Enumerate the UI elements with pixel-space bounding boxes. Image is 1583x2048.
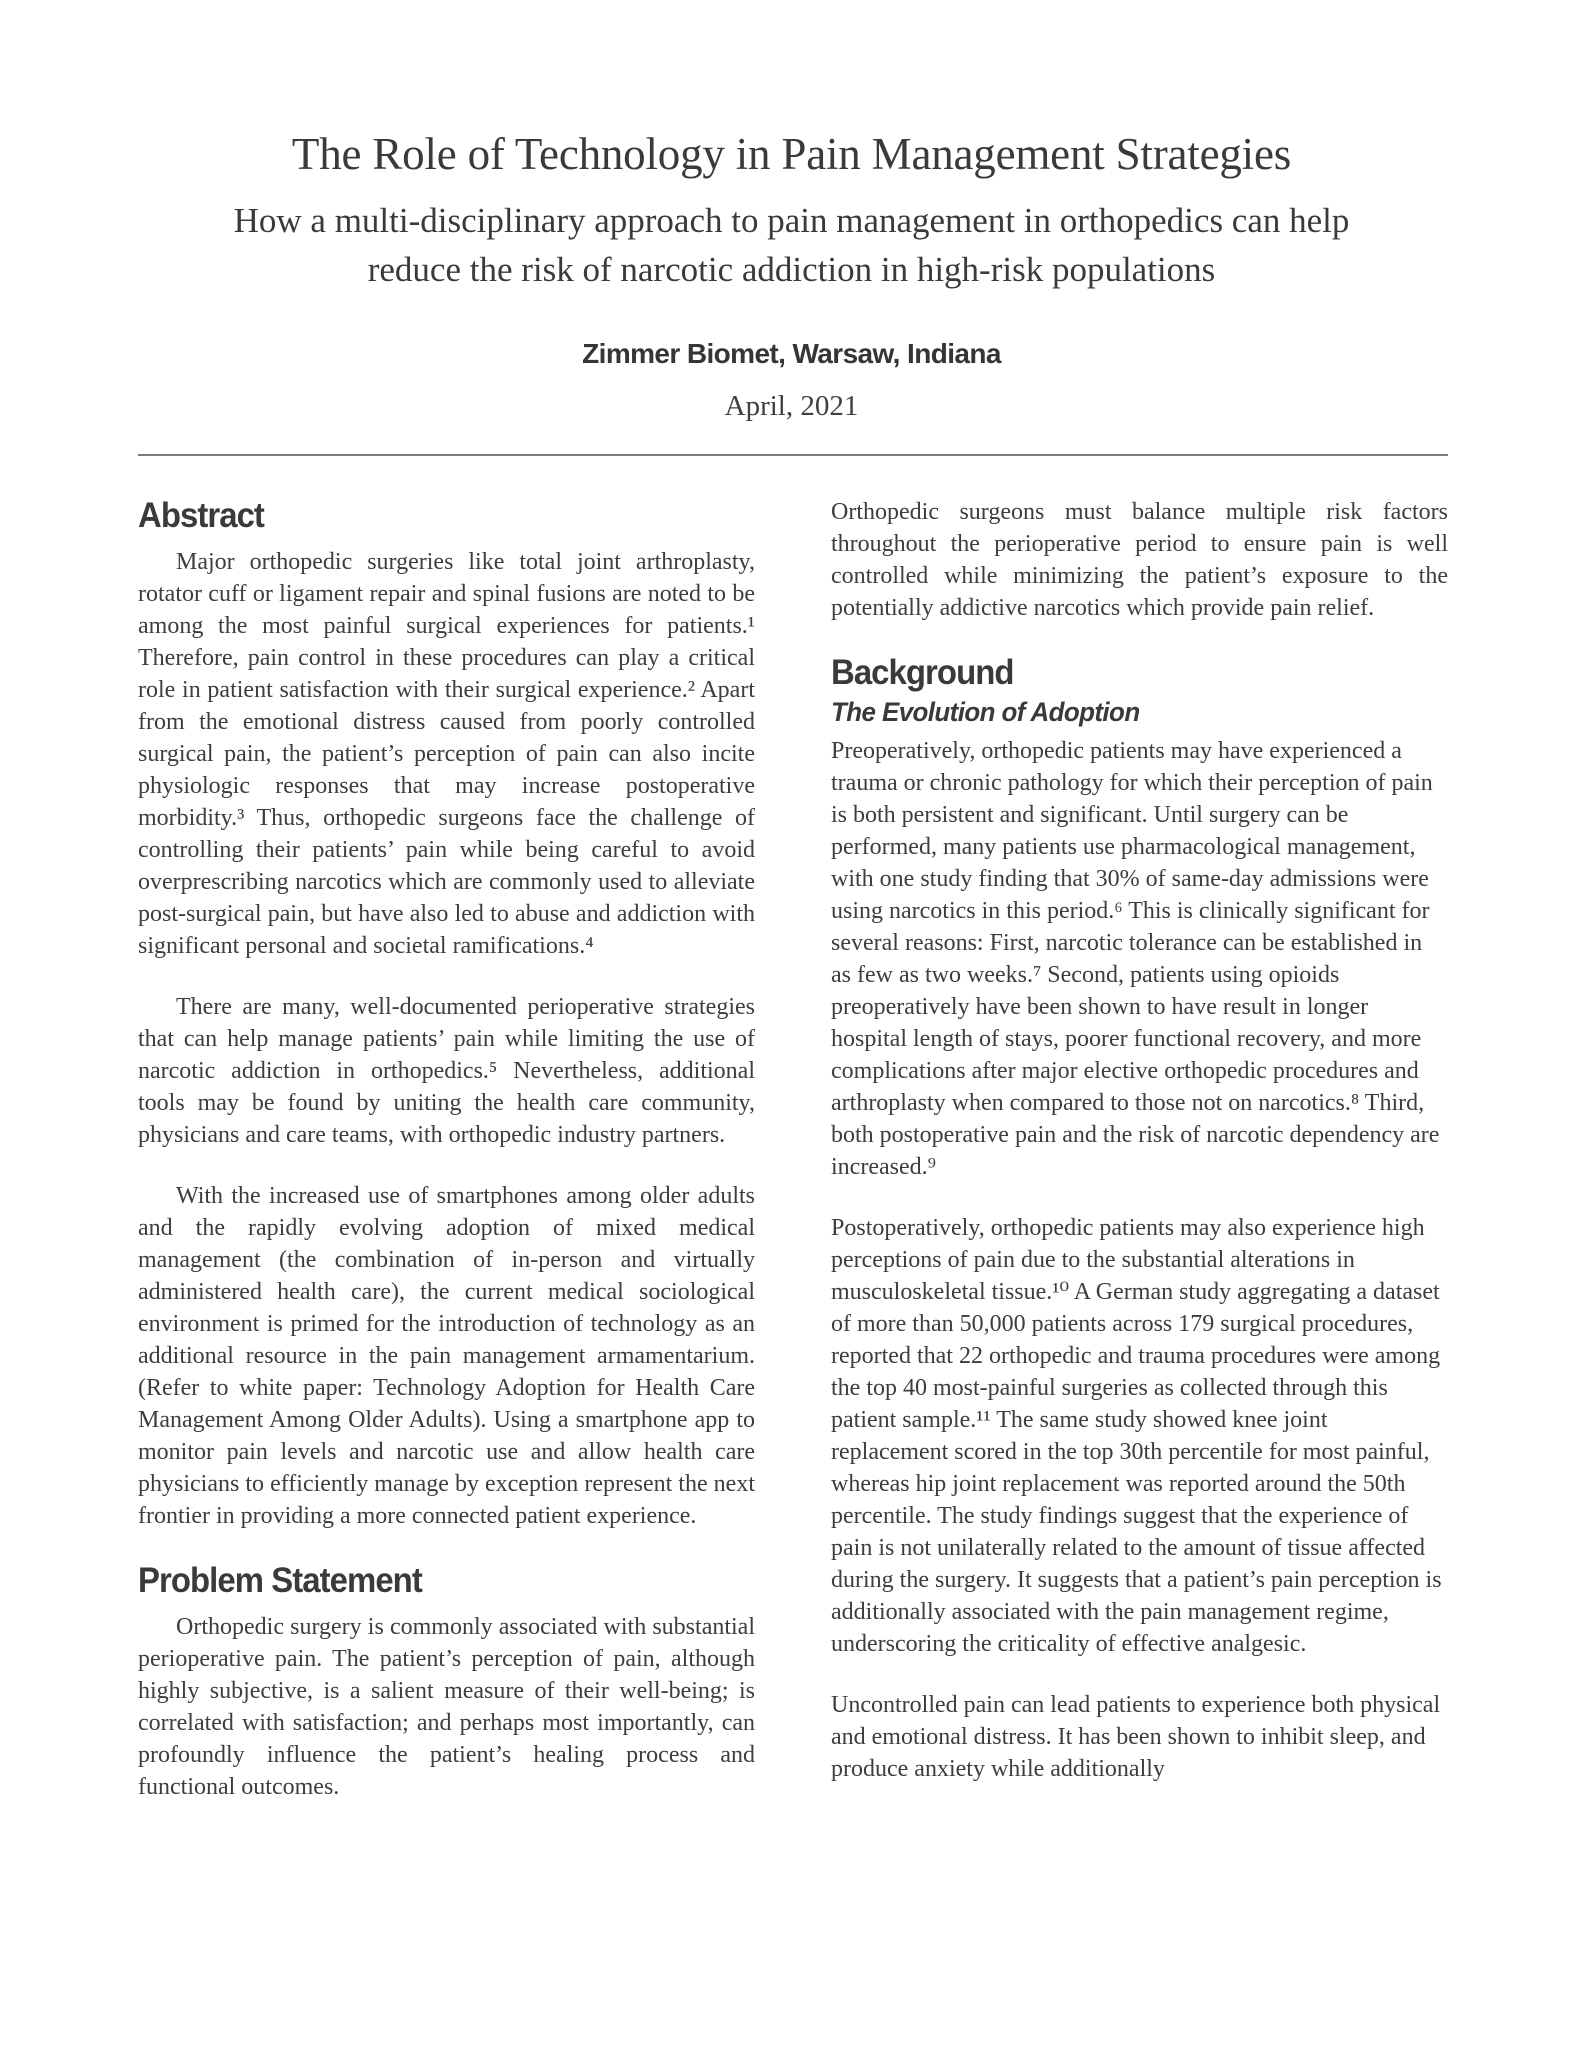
abstract-paragraph-1: Major orthopedic surgeries like total joint arthroplasty, rotator cuff or ligament repair and spinal fusions are noted to be among the most painful surgical experiences for patients.¹ Therefore, pain control in these procedures can play a critical role in patient satisfaction with their surgical experience.² Apart from the emotional distress caused from poorly controlled surgical pain, the patient’s perception of pain can also incite physiologic responses that may increase postoperative morbidity.³ Thus, orthopedic surgeons face the challenge of controlling their patients’ pain while being careful to avoid overprescribing narcotics which are commonly used to alleviate post-surgical pain, but have also led to abuse and addiction with significant personal and societal ramifications.⁴ (138, 549, 755, 959)
problem-statement-paragraph: Orthopedic surgery is commonly associated with substantial perioperative pain. The patient’s perception of pain, although highly subjective, is a salient measure of their well-being; is correlated with satisfaction; and perhaps most importantly, can profoundly influence the patient’s healing process and functional outcomes. (138, 1614, 755, 1800)
background-paragraph-2: Postoperatively, orthopedic patients may also experience high perceptions of pain due to the substantial alterations in musculoskeletal tissue.¹⁰ A German study aggregating a dataset of more than 50,000 patients across 179 surgical procedures, reported that 22 orthopedic and trauma procedures were among the top 40 most-painful surgeries as collected through this patient sample.¹¹ The same study showed knee joint replacement scored in the top 30th percentile for most painful, whereas hip joint replacement was reported around the 50th percentile. The study findings suggest that the experience of pain is not unilaterally related to the amount of tissue affected during the surgery. It suggests that a patient’s pain perception is additionally associated with the pain management regime, underscoring the criticality of effective analgesic. (831, 1215, 1442, 1657)
two-column-body (138, 496, 1448, 1832)
background-paragraph-3: Uncontrolled pain can lead patients to experience both physical and emotional distress. It has been shown to inhibit sleep, and produce anxiety while additionally (831, 1692, 1441, 1782)
left-column (138, 496, 755, 1832)
divider-rule (138, 454, 1448, 456)
right-column (831, 496, 1448, 1832)
background-paragraph-1: Preoperatively, orthopedic patients may have experienced a trauma or chronic pathology for which their perception of pain is both persistent and significant. Until surgery can be performed, many patients use pharmacological management, with one study finding that 30% of same-day admissions were using narcotics in this period.⁶ This is clinically significant for several reasons: First, narcotic tolerance can be established in as few as two weeks.⁷ Second, patients using opioids preoperatively have been shown to have result in longer hospital length of stays, poorer functional recovery, and more complications after major elective orthopedic procedures and arthroplasty when compared to those not on narcotics.⁸ Third, both postoperative pain and the risk of narcotic dependency are increased.⁹ (831, 738, 1440, 1180)
problem-statement-heading: Problem Statement (138, 1561, 422, 1600)
abstract-paragraph-2: There are many, well-documented perioperative strategies that can help manage patients’ pain while limiting the use of narcotic addiction in orthopedics.⁵ Nevertheless, additional tools may be found by uniting the health care community, physicians and care teams, with orthopedic industry partners. (138, 994, 755, 1148)
page-subtitle: How a multi-disciplinary approach to pain management in orthopedics can help reduce the risk of narcotic addiction in high-risk populations (233, 201, 1350, 289)
publication-date: April, 2021 (724, 390, 859, 422)
abstract-heading: Abstract (138, 496, 264, 535)
background-heading: Background (831, 653, 1014, 692)
document-header (0, 126, 1583, 423)
background-subheading: The Evolution of Adoption (831, 697, 1140, 727)
page-title: The Role of Technology in Pain Management Strategies (291, 129, 1292, 179)
intro-paragraph: Orthopedic surgeons must balance multiple risk factors throughout the perioperative period to ensure pain is well controlled while minimizing the patient’s exposure to the potentially addictive narcotics which provide pain relief. (831, 499, 1448, 621)
byline: Zimmer Biomet, Warsaw, Indiana (582, 338, 1001, 369)
abstract-paragraph-3: With the increased use of smartphones among older adults and the rapidly evolving adoption of mixed medical management (the combination of in-person and virtually administered health care), the current medical sociological environment is primed for the introduction of technology as an additional resource in the pain management armamentarium. (Refer to white paper: Technology Adoption for Health Care Management Among Older Adults). Using a smartphone app to monitor pain levels and narcotic use and allow health care physicians to efficiently manage by exception represent the next frontier in providing a more connected patient experience. (138, 1183, 755, 1529)
